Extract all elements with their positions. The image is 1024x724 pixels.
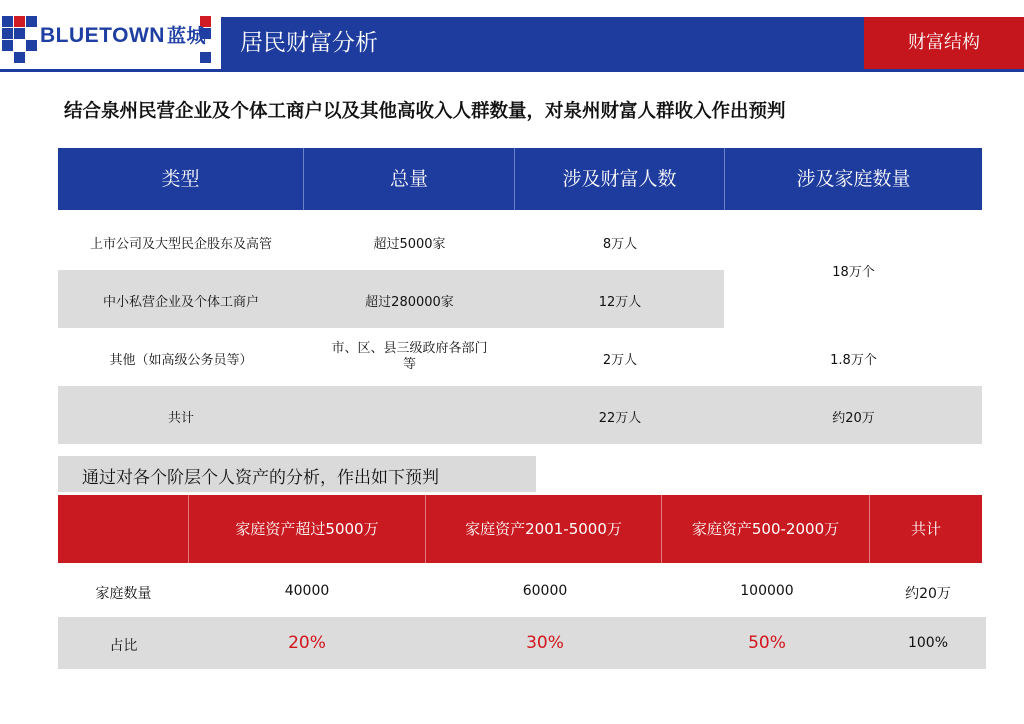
subheadline: 通过对各个阶层个人资产的分析，作出如下预判 [82, 468, 439, 488]
table1-cell-type: 中小私营企业及个体工商户 [102, 295, 259, 310]
section-tag: 财富结构 [864, 17, 1024, 69]
table2-header-cell: 家庭资产超过5000万 [189, 495, 426, 563]
table1-header-cell: 涉及家庭数量 [796, 168, 911, 190]
header-underline [0, 69, 1024, 72]
table2-cell-percent: 50% [748, 633, 786, 653]
logo-square [26, 40, 37, 51]
logo-square [14, 16, 25, 27]
table2-cell-total: 约20万 [905, 586, 951, 602]
table2-cell-total: 100% [907, 635, 949, 651]
table2-header-cell: 共计 [910, 520, 941, 538]
table1-cell-people: 8万人 [602, 237, 638, 252]
table2-header [58, 495, 982, 563]
table1-cell-total: 超过5000家 [373, 237, 446, 252]
table1-cell-total-line: 等 [402, 357, 416, 372]
table1-cell-type: 上市公司及大型民企股东及高管 [89, 237, 272, 252]
table2-cell-label: 占比 [109, 638, 138, 654]
table1-cell-people: 12万人 [598, 295, 642, 310]
logo-square [14, 28, 25, 39]
table1-cell-people: 2万人 [602, 353, 638, 368]
logo-square [2, 40, 13, 51]
table1-cell-people: 22万人 [598, 411, 642, 426]
logo-square [14, 52, 25, 63]
table2-cell-percent: 30% [526, 633, 564, 653]
headline: 结合泉州民营企业及个体工商户以及其他高收入人群数量，对泉州财富人群收入作出预判 [64, 101, 786, 122]
logo-square [2, 28, 13, 39]
table2-cell-value: 100000 [740, 583, 794, 599]
table1-cell-total: 超过280000家 [365, 295, 454, 310]
title-divider [218, 17, 221, 69]
table1-header-cell: 涉及财富人数 [515, 148, 725, 210]
brand-logo-en: BLUETOWN [40, 24, 165, 47]
brand-logo-text [40, 21, 206, 48]
table1-header-cell: 总量 [304, 148, 515, 210]
table2-cell-value: 60000 [522, 583, 568, 599]
table1-cell-total [304, 341, 515, 373]
table1-cell-families: 约20万 [832, 411, 875, 426]
table1-cell-families: 1.8万个 [830, 353, 877, 368]
table2-header-cell: 家庭资产500-2000万 [662, 495, 870, 563]
table1-header-cell: 类型 [58, 148, 304, 210]
table2-cell-label: 家庭数量 [95, 586, 152, 602]
table1-cell-families-merged: 18万个 [832, 265, 875, 280]
table2-header-cell: 家庭资产2001-5000万 [426, 495, 662, 563]
table1-header [58, 148, 982, 210]
brand-logo-cn: 蓝城 [166, 26, 206, 47]
table2-header-cell [58, 495, 189, 563]
table1-cell-type: 其他（如高级公务员等） [109, 353, 253, 368]
logo-square [2, 16, 13, 27]
table2-cell-value: 40000 [284, 583, 330, 599]
table1-cell-total-line: 市、区、县三级政府各部门 [331, 341, 488, 356]
page-title: 居民财富分析 [218, 17, 864, 69]
logo-square [200, 52, 211, 63]
logo-square [26, 16, 37, 27]
table1-cell-type: 共计 [167, 411, 194, 426]
table2-cell-percent: 20% [288, 633, 326, 653]
